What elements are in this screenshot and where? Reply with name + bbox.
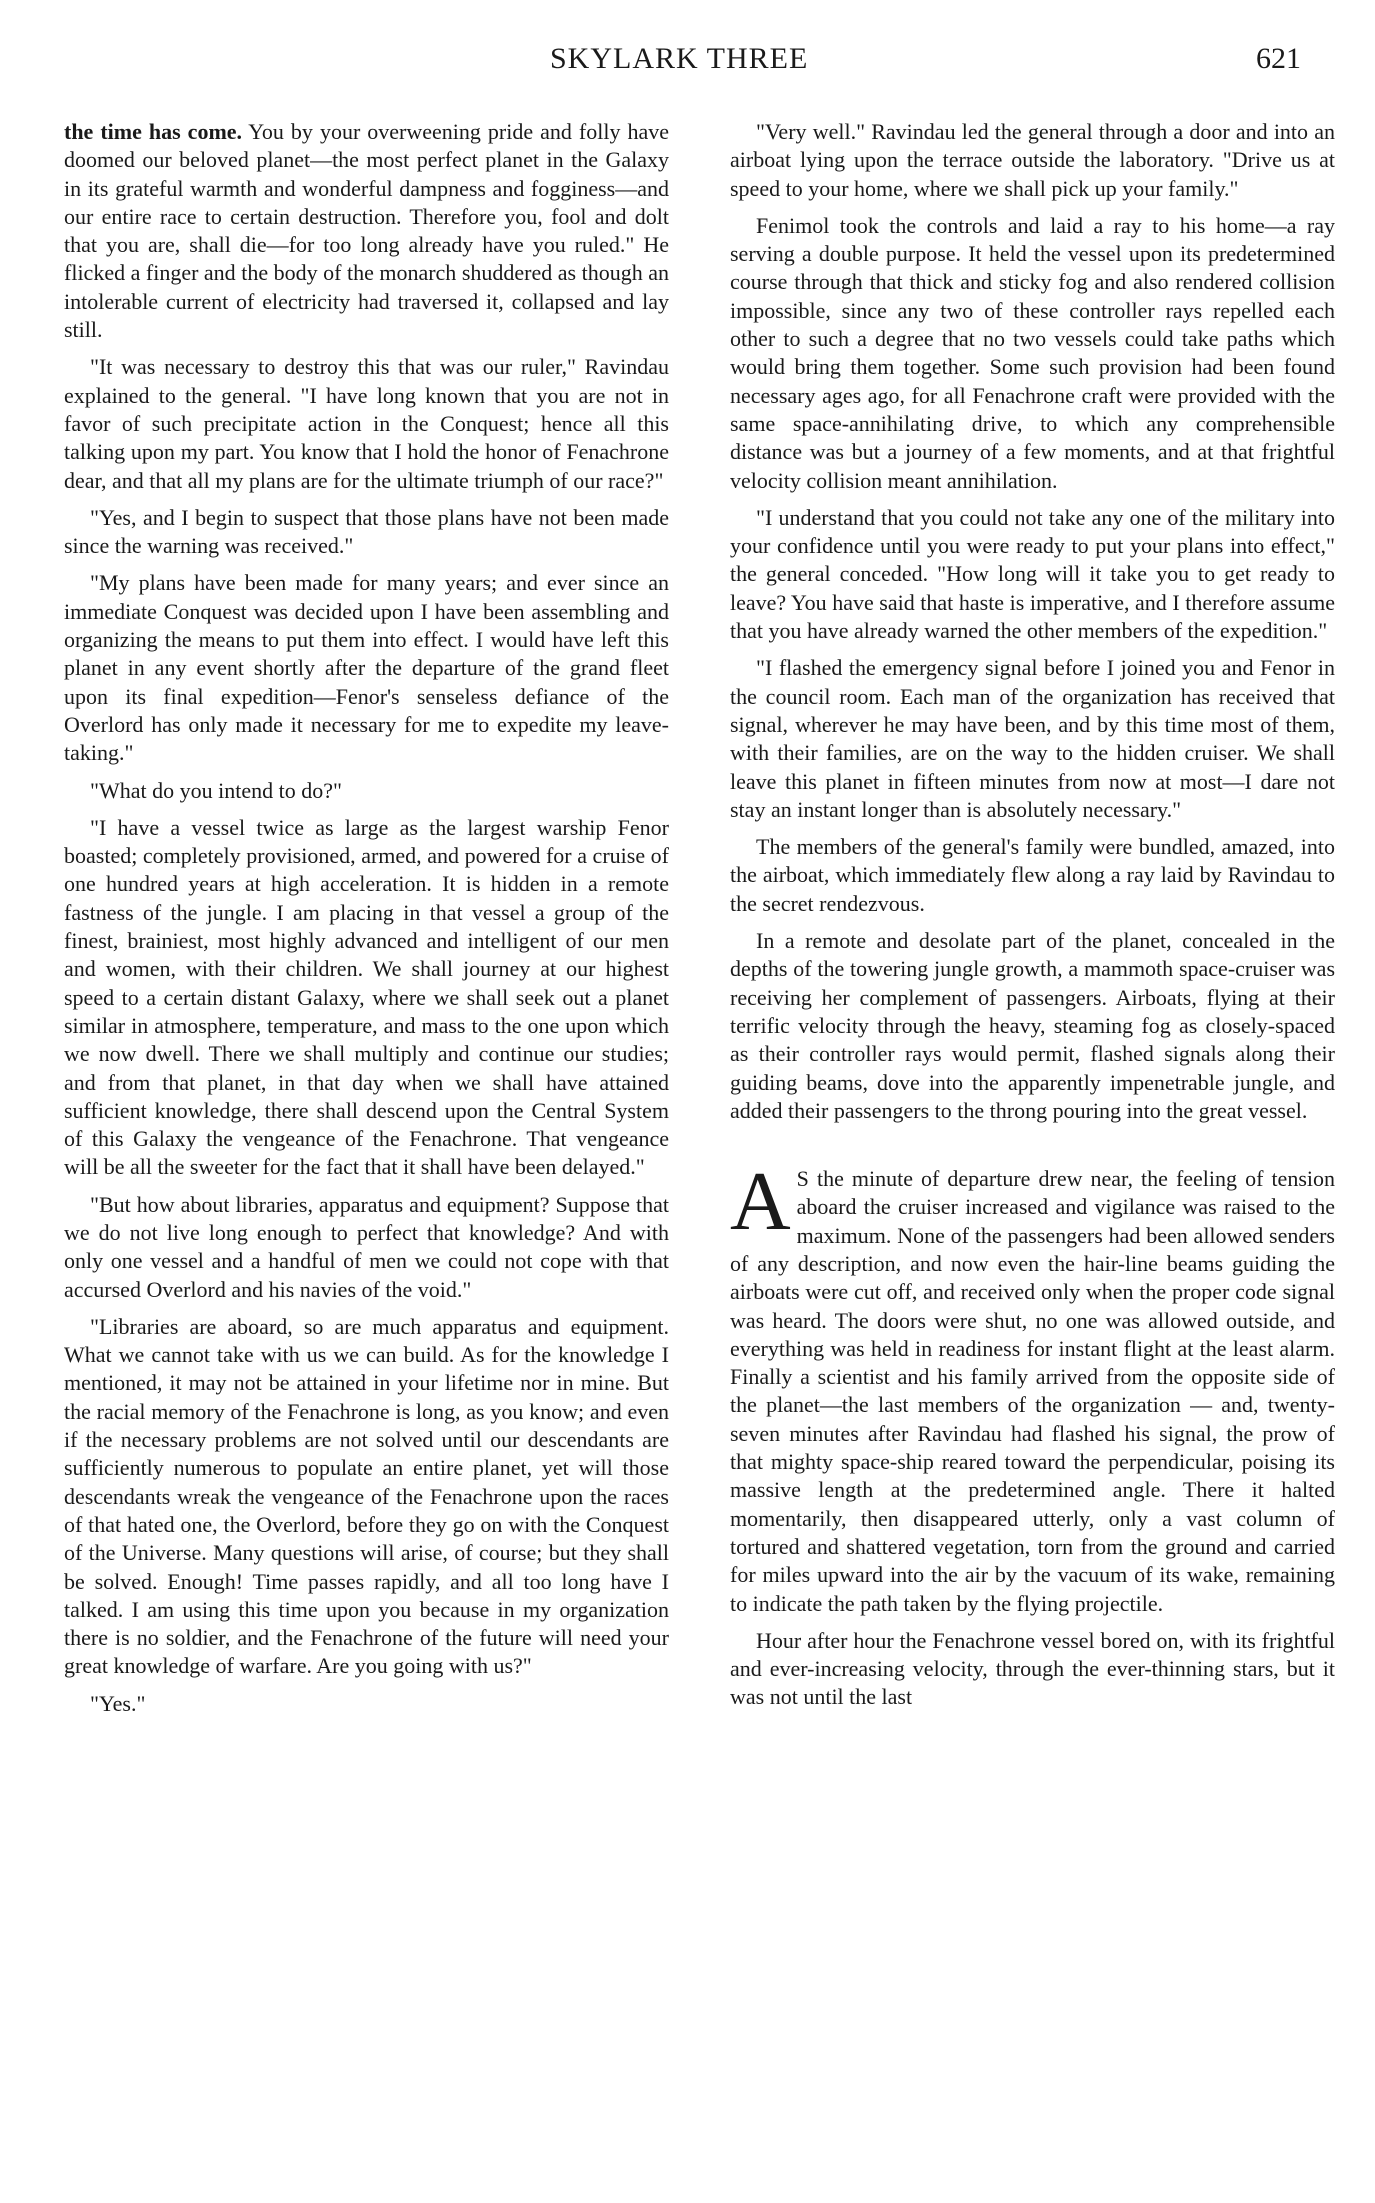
left-column bbox=[64, 118, 669, 2178]
paragraph: "Yes." bbox=[90, 1690, 146, 1716]
paragraph bbox=[64, 118, 669, 344]
paragraph: "I have a vessel twice as large as the largest warship Fenor boasted; completely provisioned, armed, and powered for a cruise of one hundred years at high acceleration. It is hidden in a remote fastness of the jungle. I am placing in that vessel a group of the finest, brainiest, most highly advanced and intelligent of our men and women, with their children. We shall journey at our highest speed to a certain distant Galaxy, where we shall seek out a planet similar in atmosphere, temperature, and mass to the one upon which we now dwell. There we shall multiply and continue our studies; and from that planet, in that day when we shall have attained sufficient knowledge, there shall descend upon the Central System of this Galaxy the vengeance of the Fenachrone. That vengeance will be all the sweeter for the fact that it shall have been delayed." bbox=[64, 814, 669, 1180]
running-head bbox=[0, 42, 1375, 94]
right-column bbox=[730, 118, 1335, 2178]
paragraph: Hour after hour the Fenachrone vessel bored on, with its frightful and ever-increasing velocity, through the ever-thinning stars, but it was not until the last bbox=[730, 1627, 1335, 1710]
text-columns bbox=[64, 118, 1335, 2178]
paragraph: In a remote and desolate part of the planet, concealed in the depths of the towering jungle growth, a mammoth space-cruiser was receiving her complement of passengers. Airboats, flying at their terrific velocity through the heavy, steaming fog as closely-spaced as their controller rays would permit, flashed signals along their guiding beams, dove into the apparently impenetrable jungle, and added their passengers to the throng pouring into the great vessel. bbox=[730, 928, 1335, 1123]
page-number: 621 bbox=[1256, 42, 1301, 75]
paragraph: "It was necessary to destroy this that was our ruler," Ravindau explained to the general. "I have long known that you are not in favor of such precipitate action in the Conquest; hence all this talking upon my part. You know that I hold the honor of Fenachrone dear, and that all my plans are for the ultimate triumph of our race?" bbox=[64, 354, 669, 493]
paragraph: "What do you intend to do?" bbox=[90, 777, 342, 803]
paragraph: The members of the general's family were bundled, amazed, into the airboat, which immediately flew along a ray laid by Ravindau to the secret rendezvous. bbox=[730, 834, 1335, 916]
paragraph: "My plans have been made for many years; and ever since an immediate Conquest was decided upon I have been assembling and organizing the means to put them into effect. I would have left this planet in any event shortly after the departure of the grand fleet upon its final expedition—Fenor's senseless defiance of the Overlord has only made it necessary for me to expedite my leave-taking." bbox=[64, 570, 669, 766]
paragraph: "I flashed the emergency signal before I joined you and Fenor in the council room. Each man of the organization has received that signal, wherever he may have been, and by this time most of them, with their families, are on the way to the hidden cruiser. We shall leave this planet in fifteen minutes from now at most—I dare not stay an instant longer than is absolutely necessary." bbox=[730, 655, 1335, 822]
paragraph: "Libraries are aboard, so are much apparatus and equipment. What we cannot take with us we can build. As for the knowledge I mentioned, it may not be attained in your lifetime nor in mine. But the racial memory of the Fenachrone is long, as you know; and even if the necessary problems are not solved until our descendants are sufficiently numerous to populate an entire planet, yet will those descendants wreak the vengeance of the Fenachrone upon the races of that hated one, the Overlord, before they go on with the Conquest of the Universe. Many questions will arise, of course; but they shall be solved. Enough! Time passes rapidly, and all too long have I talked. I am using this time upon you because in my organization there is no soldier, and the Fenachrone of the future will need your great knowledge of warfare. Are you going with us?" bbox=[64, 1313, 669, 1679]
section-first-paragraph bbox=[730, 1155, 1335, 1618]
paragraph: "But how about libraries, apparatus and equipment? Suppose that we do not live long enough to perfect that knowledge? And with only one vessel and a handful of men we could not cope with that accursed Overlord and his navies of the void." bbox=[64, 1191, 669, 1302]
paragraph: Fenimol took the controls and laid a ray to his home—a ray serving a double purpose. It held the vessel upon its predetermined course through that thick and sticky fog and also rendered collision impossible, since any two of these controller rays repelled each other to such a degree that no two vessels could take paths which would bring them together. Some such provision had been found necessary ages ago, for all Fenachrone craft were provided with the same space-annihilating drive, to which any comprehensible distance was but a journey of a few moments, and at that frightful velocity collision meant annihilation. bbox=[730, 212, 1335, 493]
running-title: SKYLARK THREE bbox=[550, 42, 809, 75]
drop-cap: A bbox=[730, 1155, 791, 1249]
paragraph-text: You by your overweening pride and folly have doomed our beloved planet—the most perfect planet in the Galaxy in its grateful warmth and wonderful dampness and fogginess—and our entire race to certain destruction. Therefore you, fool and dolt that you are, shall die—for too long already have you ruled." He flicked a finger and the body of the monarch shuddered as though an intolerable current of electricity had traversed it, collapsed and lay still. bbox=[64, 119, 669, 343]
paragraph-lead: the time has come. bbox=[64, 119, 243, 144]
paragraph: "Yes, and I begin to suspect that those plans have not been made since the warning was received." bbox=[64, 504, 669, 559]
paragraph: "Very well." Ravindau led the general through a door and into an airboat lying upon the terrace outside the laboratory. "Drive us at speed to your home, where we shall pick up your family." bbox=[730, 119, 1335, 201]
paragraph: "I understand that you could not take any one of the military into your confidence until you were ready to put your plans into effect," the general conceded. "How long will it take you to get ready to leave? You have said that haste is imperative, and I therefore assume that you have already warned the other members of the expedition." bbox=[730, 504, 1335, 644]
paragraph-text: S the minute of departure drew near, the feeling of tension aboard the cruiser increased and vigilance was raised to the maximum. None of the passengers had been allowed senders of any description, and now even the hair-line beams guiding the airboats were cut off, and received only when the proper code signal was heard. The doors were shut, no one was allowed outside, and everything was held in readiness for instant flight at the least alarm. Finally a scientist and his family arrived from the opposite side of the planet—the last members of the organization — and, twenty-seven minutes after Ravindau had flashed his signal, the prow of that mighty space-ship reared toward the perpendicular, poising its massive length at the predetermined angle. There it halted momentarily, then disappeared utterly, only a vast column of tortured and shattered vegetation, torn from the ground and carried for miles upward into the air by the vacuum of its wake, remaining to indicate the path taken by the flying projectile. bbox=[730, 1166, 1335, 1616]
